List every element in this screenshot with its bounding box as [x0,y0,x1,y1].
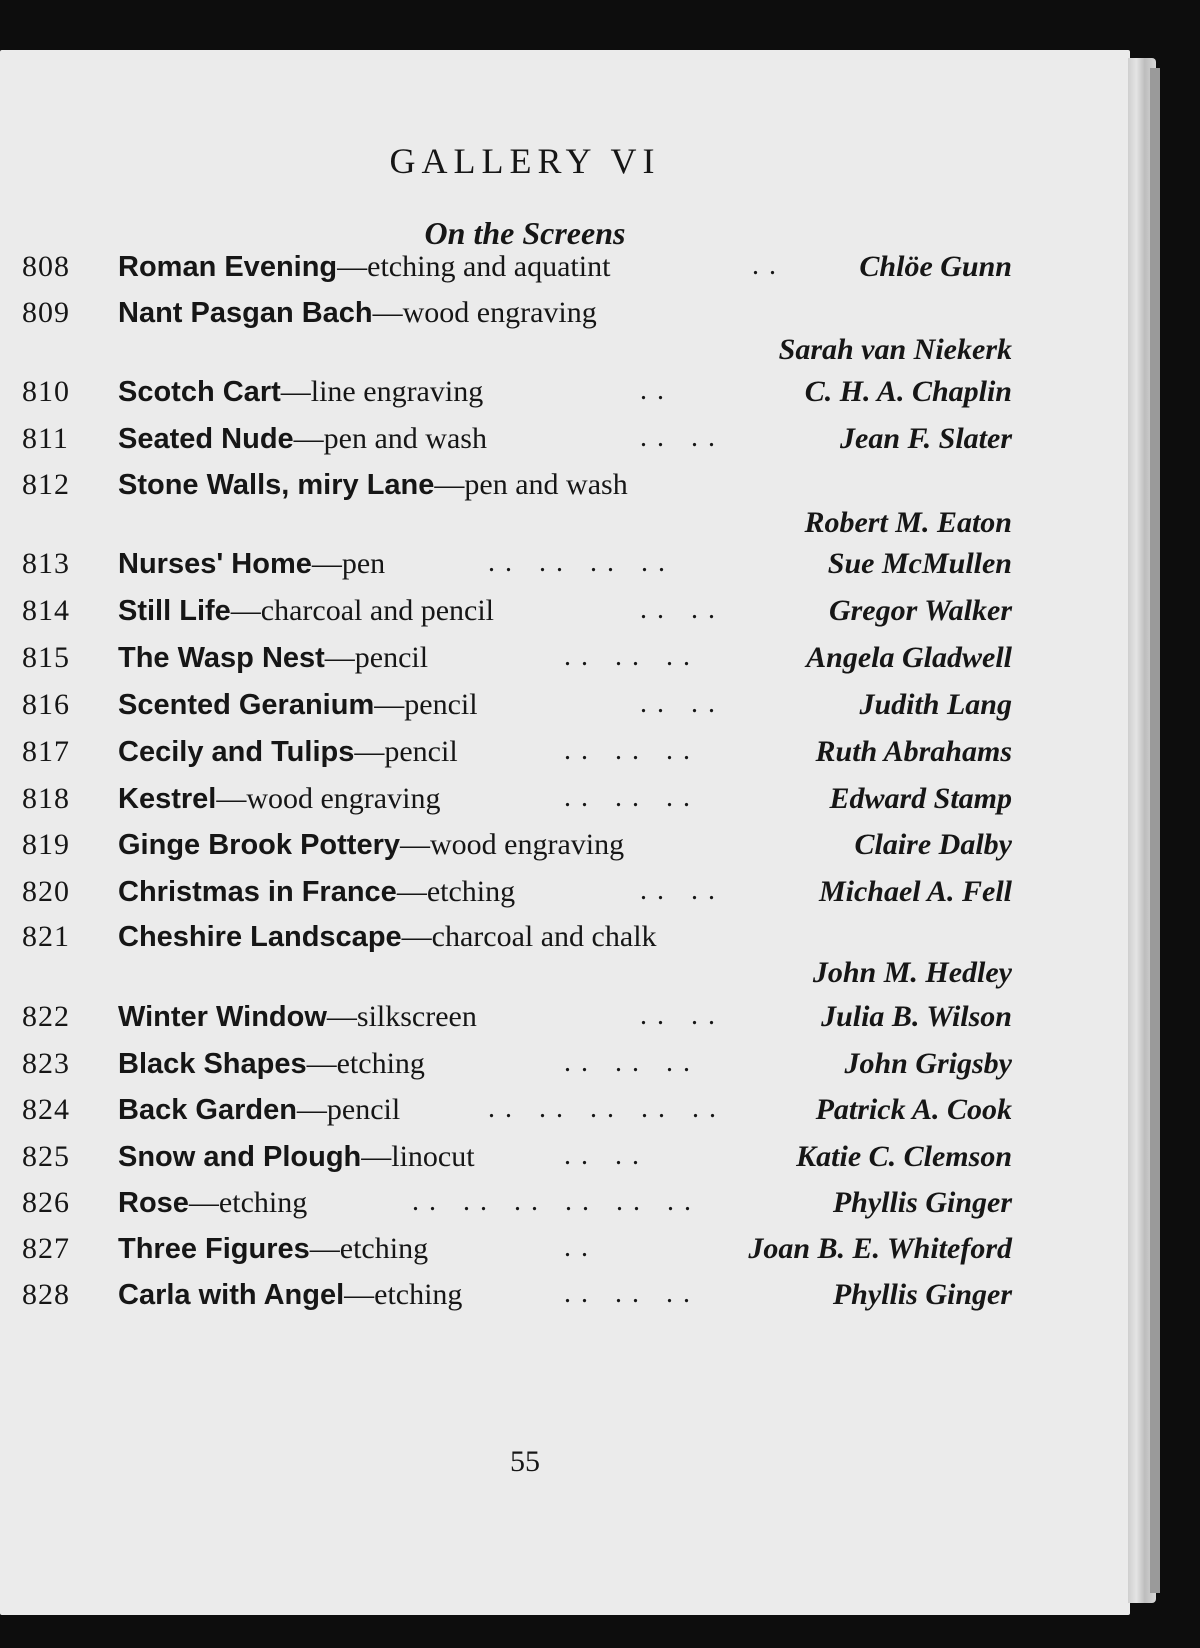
entry-number: 821 [22,920,70,953]
entry-title: Rose [118,1187,189,1219]
entry-823 [0,1047,1130,1087]
entry-artist: Angela Gladwell [806,641,1012,674]
entry-artist: Julia B. Wilson [821,1000,1012,1033]
dot-leader: .. .. .. [564,1278,700,1309]
entry-description: The Wasp Nest—pencil [118,641,429,674]
entry-808 [0,250,1130,290]
entry-810 [0,375,1130,415]
entry-title: Stone Walls, miry Lane [118,469,435,501]
page-edge-shadow [1150,68,1160,1593]
entry-medium: linocut [391,1140,475,1173]
entry-title: Winter Window [118,1001,327,1033]
entry-medium: line engraving [310,375,484,408]
section-title: On the Screens [424,215,626,251]
entry-medium: pencil [404,688,478,721]
entry-number: 819 [22,828,70,861]
entry-artist: Robert M. Eaton [804,506,1012,539]
entry-title: Still Life [118,595,231,627]
entry-815 [0,641,1130,681]
entry-number: 826 [22,1186,70,1219]
entry-title: Christmas in France [118,876,397,908]
dot-leader: .. [640,375,674,406]
entry-artist: Sarah van Niekerk [778,333,1012,366]
entry-description: Christmas in France—etching [118,875,516,908]
entry-number: 827 [22,1232,70,1265]
dot-leader: .. .. .. [564,1047,700,1078]
entry-medium: pen and wash [323,422,487,455]
entry-medium: etching [374,1278,463,1311]
entry-812 [0,468,1130,548]
entry-description: Snow and Plough—linocut [118,1140,475,1173]
entry-number: 818 [22,782,70,815]
entry-title: Three Figures [118,1233,310,1265]
entry-title: Carla with Angel [118,1279,345,1311]
entry-821 [0,920,1130,1000]
entry-description: Seated Nude—pen and wash [118,422,487,455]
entry-medium: etching [336,1047,425,1080]
dot-leader: .. [564,1232,598,1263]
entry-artist: Katie C. Clemson [796,1140,1012,1173]
entry-811 [0,422,1130,462]
entry-title: Kestrel [118,783,217,815]
entry-artist: Claire Dalby [854,828,1012,861]
entry-description: Ginge Brook Pottery—wood engraving [118,828,625,861]
entry-artist: Ruth Abrahams [815,735,1012,768]
entry-artist: John M. Hedley [812,956,1012,989]
entry-813 [0,547,1130,587]
entry-description: Scented Geranium—pencil [118,688,478,721]
entry-825 [0,1140,1130,1180]
entry-artist: Michael A. Fell [818,875,1012,908]
entry-817 [0,735,1130,775]
entry-title: Back Garden [118,1094,297,1126]
entry-822 [0,1000,1130,1040]
entry-number: 816 [22,688,70,721]
entry-title: Scotch Cart [118,376,281,408]
entry-title: Scented Geranium [118,689,375,721]
entry-artist: Jean F. Slater [840,422,1012,455]
entry-description: Roman Evening—etching and aquatint [118,250,611,283]
entry-title: Black Shapes [118,1048,307,1080]
dot-leader: .. .. .. .. .. .. [412,1186,701,1217]
entry-medium: silkscreen [356,1000,477,1033]
entry-title: Nurses' Home [118,548,312,580]
entry-809 [0,296,1130,376]
entry-number: 817 [22,735,70,768]
entry-826 [0,1186,1130,1226]
entry-number: 813 [22,547,70,580]
dot-leader: .. .. [640,688,725,719]
dot-leader: .. [752,250,786,281]
entry-artist: Gregor Walker [828,594,1012,627]
entry-description: Stone Walls, miry Lane—pen and wash [118,468,628,501]
dot-leader: .. .. [564,1140,649,1171]
entry-artist: Judith Lang [859,688,1012,721]
entry-number: 811 [22,422,69,455]
entry-medium: etching [426,875,516,908]
entry-827 [0,1232,1130,1272]
entry-title: Ginge Brook Pottery [118,829,400,861]
dot-leader: .. .. [640,422,725,453]
dot-leader: .. .. .. [564,735,700,766]
entry-medium: wood engraving [430,828,625,861]
entry-number: 825 [22,1140,70,1173]
entry-description: Three Figures—etching [118,1232,429,1265]
entry-number: 828 [22,1278,70,1311]
entry-list [0,50,1130,1615]
entry-number: 814 [22,594,70,627]
entry-824 [0,1093,1130,1133]
entry-medium: etching and aquatint [367,250,611,283]
entry-number: 809 [22,296,70,329]
entry-814 [0,594,1130,634]
entry-medium: charcoal and pencil [260,594,494,627]
entry-description: Cheshire Landscape—charcoal and chalk [118,920,657,953]
entry-description: Winter Window—silkscreen [118,1000,477,1033]
entry-number: 808 [22,250,70,283]
entry-title: The Wasp Nest [118,642,325,674]
entry-description: Nurses' Home—pen [118,547,386,580]
entry-description: Cecily and Tulips—pencil [118,735,458,768]
gallery-title: GALLERY VI [389,141,661,181]
entry-artist: Patrick A. Cook [815,1093,1012,1126]
dot-leader: .. .. .. .. [488,547,675,578]
entry-description: Back Garden—pencil [118,1093,401,1126]
entry-medium: etching [218,1186,308,1219]
entry-description: Nant Pasgan Bach—wood engraving [118,296,597,329]
entry-description: Scotch Cart—line engraving [118,375,484,408]
entry-artist: Phyllis Ginger [832,1186,1012,1219]
entry-number: 810 [22,375,70,408]
entry-medium: pencil [384,735,458,768]
entry-artist: Edward Stamp [829,782,1012,815]
dot-leader: .. .. [640,594,725,625]
entry-title: Roman Evening [118,251,338,283]
entry-artist: C. H. A. Chaplin [804,375,1012,408]
dot-leader: .. .. [640,875,725,906]
dot-leader: .. .. .. [564,782,700,813]
entry-medium: pencil [354,641,429,674]
entry-818 [0,782,1130,822]
entry-title: Cheshire Landscape [118,921,402,953]
entry-title: Snow and Plough [118,1141,362,1173]
entry-828 [0,1278,1130,1318]
entry-artist: Joan B. E. Whiteford [748,1232,1012,1265]
entry-number: 822 [22,1000,70,1033]
entry-description: Kestrel—wood engraving [118,782,441,815]
entry-description: Black Shapes—etching [118,1047,425,1080]
entry-number: 820 [22,875,70,908]
entry-title: Cecily and Tulips [118,736,355,768]
entry-820 [0,875,1130,915]
dot-leader: .. .. .. [564,641,700,672]
page-number: 55 [510,1445,540,1478]
entry-medium: wood engraving [246,782,441,815]
entry-number: 812 [22,468,70,501]
entry-medium: pencil [326,1093,401,1126]
dot-leader: .. .. [640,1000,725,1031]
entry-description: Rose—etching [118,1186,308,1219]
dot-leader: .. .. .. .. .. [488,1093,726,1124]
entry-medium: wood engraving [402,296,597,329]
entry-description: Carla with Angel—etching [118,1278,463,1311]
entry-number: 815 [22,641,70,674]
entry-816 [0,688,1130,728]
entry-artist: Chlöe Gunn [859,250,1012,283]
entry-artist: John Grigsby [844,1047,1012,1080]
entry-artist: Phyllis Ginger [832,1278,1012,1311]
entry-819 [0,828,1130,868]
entry-title: Nant Pasgan Bach [118,297,373,329]
entry-number: 824 [22,1093,70,1126]
entry-artist: Sue McMullen [827,547,1012,580]
entry-number: 823 [22,1047,70,1080]
entry-medium: etching [339,1232,429,1265]
entry-medium: pen [341,547,386,580]
catalogue-page [0,50,1130,1615]
entry-medium: pen and wash [464,468,628,501]
entry-medium: charcoal and chalk [431,920,657,953]
entry-title: Seated Nude [118,423,294,455]
entry-description: Still Life—charcoal and pencil [118,594,494,627]
